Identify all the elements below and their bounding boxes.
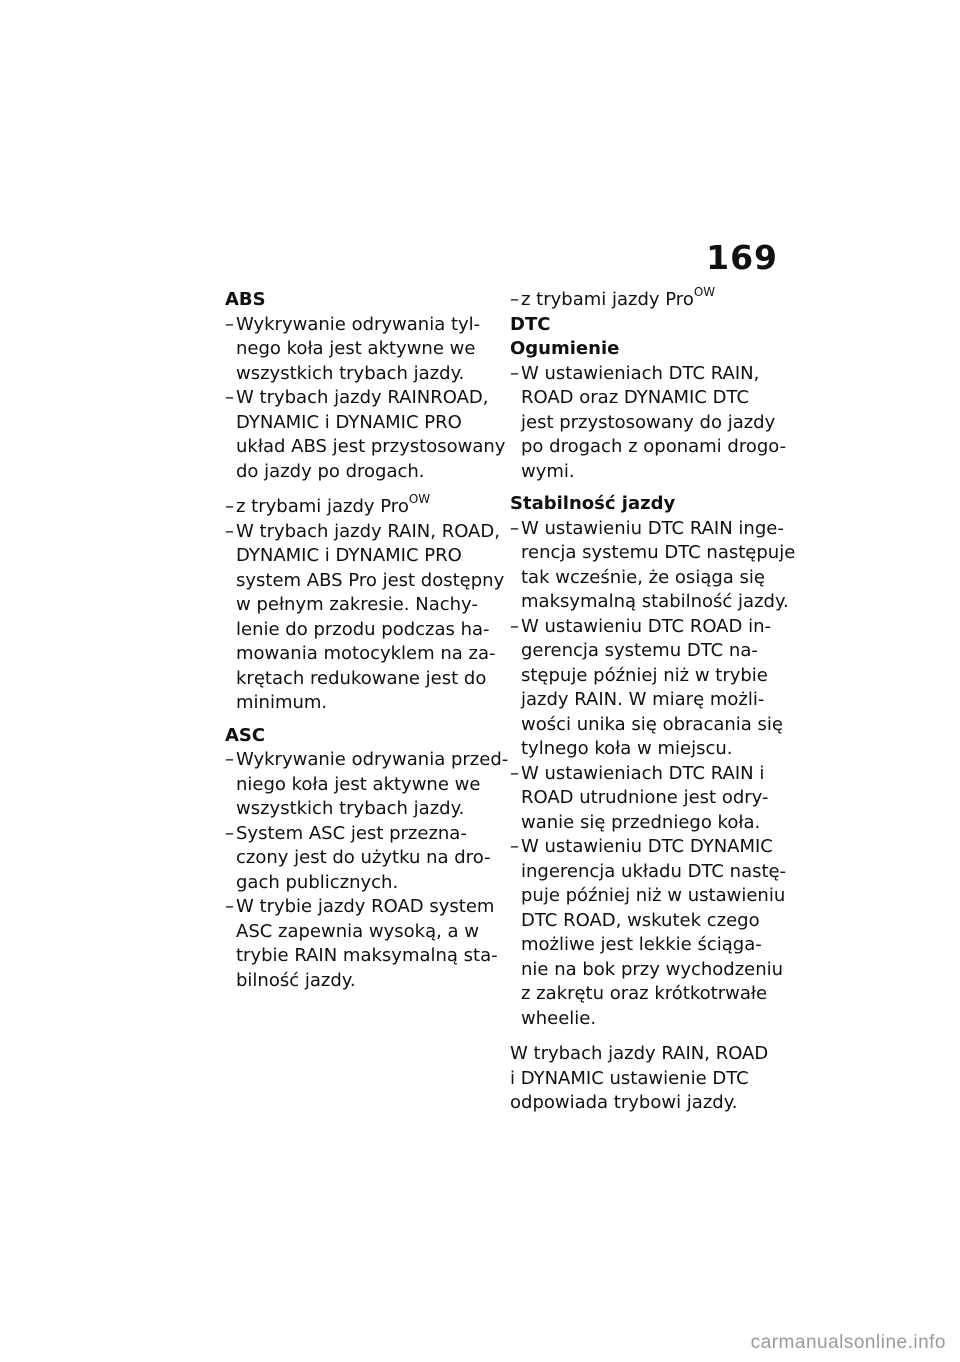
list-item xyxy=(225,386,506,484)
list-item-line: jest przystosowany do jazdy xyxy=(521,411,776,433)
list-item-line: ASC zapewnia wysoką, a w xyxy=(236,920,480,942)
list-item-line: wszystkich trybach jazdy. xyxy=(236,798,465,819)
list-item-line: wszystkich trybach jazdy. xyxy=(236,362,465,384)
list-item-line: DTC ROAD, wskutek czego xyxy=(521,909,760,931)
list-item-line: DYNAMIC i DYNAMIC PRO xyxy=(236,545,462,566)
pro-variant-text: z trybami jazdy Pro xyxy=(236,496,409,517)
list-item-line: Wykrywanie odrywania tyl- xyxy=(236,313,481,335)
list-item-line: stępuje później niż w trybie xyxy=(521,664,768,686)
list-item-line: ROAD oraz DYNAMIC DTC xyxy=(521,387,750,408)
list-item-line: z zakrętu oraz krótkotrwałe xyxy=(521,983,768,1004)
pro-variant-superscript: OW xyxy=(693,285,716,299)
abs-list xyxy=(225,313,506,485)
list-item-line: gach publicznych. xyxy=(236,871,399,893)
stability-list xyxy=(510,517,796,1032)
dash-glyph: – xyxy=(225,896,234,917)
dash-glyph: – xyxy=(510,289,519,310)
list-item-line: po drogach z oponami drogo- xyxy=(521,436,787,457)
list-item-line: tylnego koła w miejscu. xyxy=(521,738,733,759)
list-item-line: krętach redukowane jest do xyxy=(236,667,487,689)
list-item-line: nie na bok przy wychodzeniu xyxy=(521,958,784,980)
list-item xyxy=(510,517,796,615)
list-item xyxy=(225,822,495,896)
list-item-line: wanie się przedniego koła. xyxy=(521,811,761,833)
list-item-line: ROAD utrudnione jest odry- xyxy=(521,787,769,808)
list-item-line: wheelie. xyxy=(521,1007,597,1029)
paragraph-line: W trybach jazdy RAIN, ROAD xyxy=(510,1043,769,1064)
list-item xyxy=(225,520,505,716)
list-item-line: puje później niż w ustawieniu xyxy=(521,885,786,906)
list-item-line: Wykrywanie odrywania przed- xyxy=(236,749,509,770)
list-item-line: możliwe jest lekkie ściąga- xyxy=(521,934,762,955)
list-item-line: rencja systemu DTC następuje xyxy=(521,542,796,563)
list-item-line: jazdy RAIN. W miarę możli- xyxy=(521,689,765,710)
asc-list xyxy=(225,748,509,993)
list-item-line: System ASC jest przezna- xyxy=(236,822,467,844)
pro-variant-text: z trybami jazdy Pro xyxy=(521,289,694,310)
list-item-line: W ustawieniach DTC RAIN i xyxy=(521,762,765,784)
abs-heading: ABS xyxy=(225,289,266,310)
list-item-line: W trybach jazdy RAIN, ROAD, xyxy=(236,520,500,542)
list-item-line: W ustawieniu DTC RAIN inge- xyxy=(521,517,784,539)
page-number: 169 xyxy=(706,238,778,277)
list-item-line: W ustawieniu DTC ROAD in- xyxy=(521,615,771,637)
list-item xyxy=(510,362,787,485)
list-item-line: do jazdy po drogach. xyxy=(236,460,425,482)
list-item-line: tak wcześnie, że osiąga się xyxy=(521,566,765,588)
dash-glyph: – xyxy=(225,822,234,844)
list-item-line: wości unika się obracania się xyxy=(521,713,783,735)
dash-glyph: – xyxy=(510,836,519,857)
tyres-heading: Ogumienie xyxy=(510,338,620,359)
paragraph-line: i DYNAMIC ustawienie DTC xyxy=(510,1067,749,1089)
dash-glyph: – xyxy=(225,387,234,408)
stability-heading: Stabilność jazdy xyxy=(510,493,676,514)
list-item-line: DYNAMIC i DYNAMIC PRO xyxy=(236,411,462,433)
list-item-line: czony jest do użytku na dro- xyxy=(236,847,491,868)
dtc-heading: DTC xyxy=(510,313,551,335)
list-item-line: maksymalną stabilność jazdy. xyxy=(521,591,789,612)
dash-glyph: – xyxy=(225,496,234,517)
list-item xyxy=(510,762,782,836)
list-item-line: W ustawieniu DTC DYNAMIC xyxy=(521,836,773,857)
dash-glyph: – xyxy=(225,749,234,770)
list-item-line: mowania motocyklem na za- xyxy=(236,643,496,664)
watermark: carmanualsonline.info xyxy=(750,1332,946,1353)
list-item-line: minimum. xyxy=(236,692,328,713)
list-item-line: W trybie jazdy ROAD system xyxy=(236,896,495,917)
dash-glyph: – xyxy=(225,313,234,335)
pro-variant-line xyxy=(510,285,782,313)
paragraph-line: odpowiada trybowi jazdy. xyxy=(510,1092,738,1113)
left-column xyxy=(225,288,509,993)
list-item-line: niego koła jest aktywne we xyxy=(236,773,481,795)
right-column xyxy=(510,285,796,1116)
list-item-line: bilność jazdy. xyxy=(236,969,356,991)
list-item-line: system ABS Pro jest dostępny xyxy=(236,569,505,591)
list-item xyxy=(225,313,495,387)
list-item-line: w pełnym zakresie. Nachy- xyxy=(236,594,478,615)
list-item-line: lenie do przodu podczas ha- xyxy=(236,618,490,640)
list-item-line: wymi. xyxy=(521,460,575,482)
dash-glyph: – xyxy=(510,517,519,539)
tyres-list xyxy=(510,362,787,485)
closing-paragraph xyxy=(510,1042,782,1116)
list-item xyxy=(510,835,787,1031)
list-item-line: W ustawieniach DTC RAIN, xyxy=(521,362,760,384)
abs-pro-list xyxy=(225,520,505,716)
list-item xyxy=(225,748,509,822)
list-item-line: W trybach jazdy RAINROAD, xyxy=(236,387,489,408)
list-item-line: układ ABS jest przystosowany xyxy=(236,436,506,457)
list-item-line: nego koła jest aktywne we xyxy=(236,338,476,359)
list-item xyxy=(510,615,782,762)
asc-heading: ASC xyxy=(225,724,266,746)
list-item-line: ingerencja układu DTC nastę- xyxy=(521,860,787,882)
dash-glyph: – xyxy=(510,362,519,384)
list-item xyxy=(225,895,498,993)
pro-variant-superscript: OW xyxy=(408,492,431,506)
dash-glyph: – xyxy=(225,520,234,542)
list-item-line: trybie RAIN maksymalną sta- xyxy=(236,945,498,966)
dash-glyph: – xyxy=(510,762,519,784)
list-item-line: gerencja systemu DTC na- xyxy=(521,640,758,661)
dash-glyph: – xyxy=(510,615,519,637)
pro-variant-line xyxy=(225,492,495,520)
